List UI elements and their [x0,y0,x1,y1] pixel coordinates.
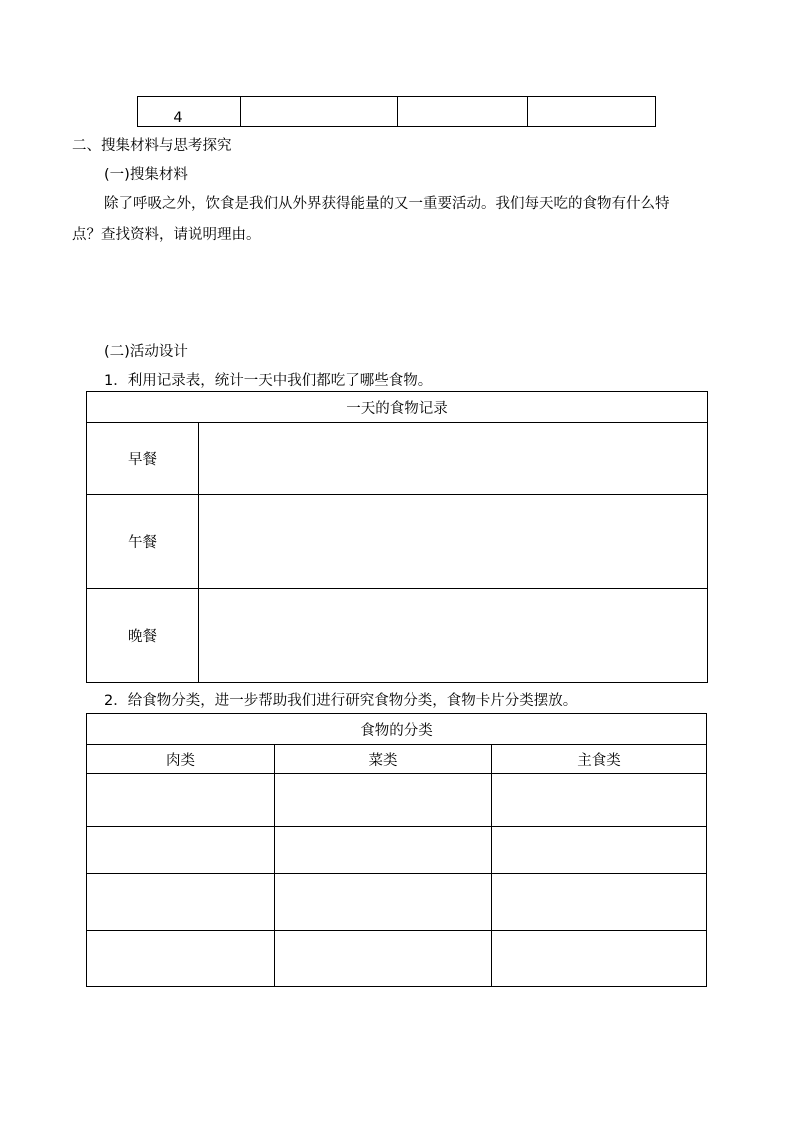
table-cell [87,774,275,827]
table-cell [528,97,656,127]
meal-entry-lunch [199,495,708,589]
table-row [87,589,708,683]
subsection-heading-collect: (一)搜集材料 [104,167,188,183]
table-cell [275,931,492,987]
table-row [87,827,707,874]
meal-entry-dinner [199,589,708,683]
section-heading: 二、搜集材料与思考探究 [72,138,232,154]
table-row [87,714,707,745]
meal-label-dinner: 晚餐 [87,589,199,683]
table-cell [492,827,707,874]
meal-label-lunch: 午餐 [87,495,199,589]
food-record-title: 一天的食物记录 [87,392,708,423]
table-row [87,495,708,589]
classification-title: 食物的分类 [87,714,707,745]
table-cell [492,774,707,827]
table-row [138,97,656,127]
column-header-meat: 肉类 [87,745,275,774]
activity-item-1: 1．利用记录表，统计一天中我们都吃了哪些食物。 [104,373,433,389]
table-cell [398,97,528,127]
column-header-vegetable: 菜类 [275,745,492,774]
table-cell: 4 [138,97,241,127]
table-cell [87,827,275,874]
meal-entry-breakfast [199,423,708,495]
table-row [87,745,707,774]
table-row [87,423,708,495]
table-row [87,874,707,931]
table-cell [492,874,707,931]
table-cell [275,874,492,931]
table-cell [275,827,492,874]
paragraph-line-2: 点？查找资料，请说明理由。 [72,227,261,243]
table-row [87,931,707,987]
top-table [137,96,656,127]
column-header-staple: 主食类 [492,745,707,774]
table-cell [241,97,398,127]
activity-item-2: 2．给食物分类，进一步帮助我们进行研究食物分类，食物卡片分类摆放。 [104,693,578,709]
subsection-heading-activity: (二)活动设计 [104,344,188,360]
table-cell [492,931,707,987]
table-cell [275,774,492,827]
table-cell [87,931,275,987]
paragraph-line-1: 除了呼吸之外，饮食是我们从外界获得能量的又一重要活动。我们每天吃的食物有什么特 [104,196,670,212]
table-cell [87,874,275,931]
table-row [87,392,708,423]
food-record-table [86,391,708,683]
food-classification-table [86,713,707,987]
meal-label-breakfast: 早餐 [87,423,199,495]
table-row [87,774,707,827]
